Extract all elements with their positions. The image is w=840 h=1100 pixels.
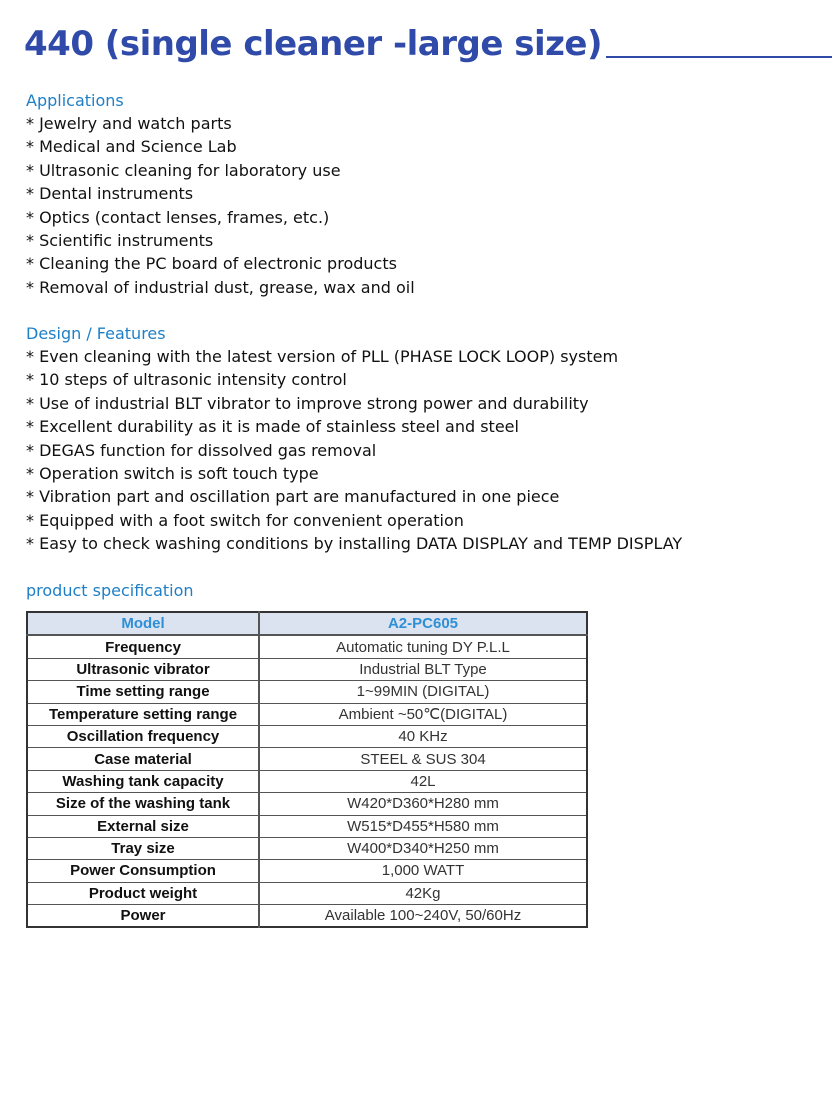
spec-value: Available 100~240V, 50/60Hz — [259, 905, 587, 928]
list-item: * Jewelry and watch parts — [26, 114, 232, 133]
table-row — [27, 681, 587, 703]
spec-table — [26, 611, 588, 928]
table-row — [27, 635, 587, 658]
spec-label: Frequency — [27, 635, 259, 658]
table-row — [27, 748, 587, 770]
list-item: * Excellent durability as it is made of stainless steel and steel — [26, 417, 519, 437]
list-item: * Easy to check washing conditions by installing DATA DISPLAY and TEMP DISPLAY — [26, 534, 683, 554]
list-item: * Removal of industrial dust, grease, wax and oil — [26, 277, 415, 297]
list-item: * Even cleaning with the latest version of PLL (PHASE LOCK LOOP) system — [26, 347, 619, 366]
table-row — [27, 860, 587, 882]
spec-value: Industrial BLT Type — [259, 658, 587, 680]
list-item: * Medical and Science Lab — [26, 137, 237, 157]
spec-value: W400*D340*H250 mm — [259, 837, 587, 859]
list-item: * Optics (contact lenses, frames, etc.) — [26, 207, 330, 227]
spec-label: Product weight — [27, 882, 259, 904]
list-item: * Scientific instruments — [26, 230, 214, 250]
spec-value: Automatic tuning DY P.L.L — [259, 635, 587, 658]
list-item: * 10 steps of ultrasonic intensity control — [26, 370, 347, 390]
table-row — [27, 905, 587, 928]
table-row — [27, 793, 587, 815]
spec-header-value: A2-PC605 — [259, 612, 587, 635]
spec-label: Case material — [27, 748, 259, 770]
list-item: * Operation switch is soft touch type — [26, 463, 319, 483]
spec-label: Power Consumption — [27, 860, 259, 882]
spec-label: Tray size — [27, 837, 259, 859]
spec-value: Ambient ~50℃(DIGITAL) — [259, 703, 587, 725]
title-row — [24, 22, 832, 66]
spec-section — [26, 579, 826, 602]
spec-label: Oscillation frequency — [27, 725, 259, 747]
spec-value: 1,000 WATT — [259, 860, 587, 882]
spec-label: Washing tank capacity — [27, 770, 259, 792]
list-item: * Vibration part and oscillation part are manufactured in one piece — [26, 487, 560, 507]
design-features-heading: Design / Features — [26, 324, 166, 343]
table-row — [27, 882, 587, 904]
spec-label: Size of the washing tank — [27, 793, 259, 815]
list-item: * DEGAS function for dissolved gas removal — [26, 440, 377, 460]
list-item: * Equipped with a foot switch for convenient operation — [26, 510, 464, 530]
table-row — [27, 658, 587, 680]
spec-label: Power — [27, 905, 259, 928]
list-item: * Dental instruments — [26, 184, 194, 204]
spec-heading: product specification — [26, 581, 194, 600]
table-row — [27, 703, 587, 725]
spec-label: Temperature setting range — [27, 703, 259, 725]
table-row — [27, 770, 587, 792]
table-row — [27, 725, 587, 747]
spec-value: 40 KHz — [259, 725, 587, 747]
list-item: * Ultrasonic cleaning for laboratory use — [26, 160, 341, 180]
applications-section — [26, 89, 826, 299]
page-title: 440 (single cleaner -large size) — [24, 24, 603, 64]
design-features-section — [26, 322, 826, 556]
table-header-row — [27, 612, 587, 635]
spec-value: 42Kg — [259, 882, 587, 904]
spec-value: W515*D455*H580 mm — [259, 815, 587, 837]
spec-label: Ultrasonic vibrator — [27, 658, 259, 680]
spec-header-label: Model — [27, 612, 259, 635]
spec-value: 42L — [259, 770, 587, 792]
spec-value: 1~99MIN (DIGITAL) — [259, 681, 587, 703]
design-features-list — [26, 345, 826, 556]
table-row — [27, 815, 587, 837]
applications-list — [26, 112, 826, 299]
list-item: * Use of industrial BLT vibrator to improve strong power and durability — [26, 393, 589, 413]
spec-value: STEEL & SUS 304 — [259, 748, 587, 770]
list-item: * Cleaning the PC board of electronic products — [26, 254, 397, 274]
table-row — [27, 837, 587, 859]
spec-label: External size — [27, 815, 259, 837]
spec-value: W420*D360*H280 mm — [259, 793, 587, 815]
spec-label: Time setting range — [27, 681, 259, 703]
applications-heading: Applications — [26, 91, 124, 110]
title-underline — [606, 56, 832, 58]
